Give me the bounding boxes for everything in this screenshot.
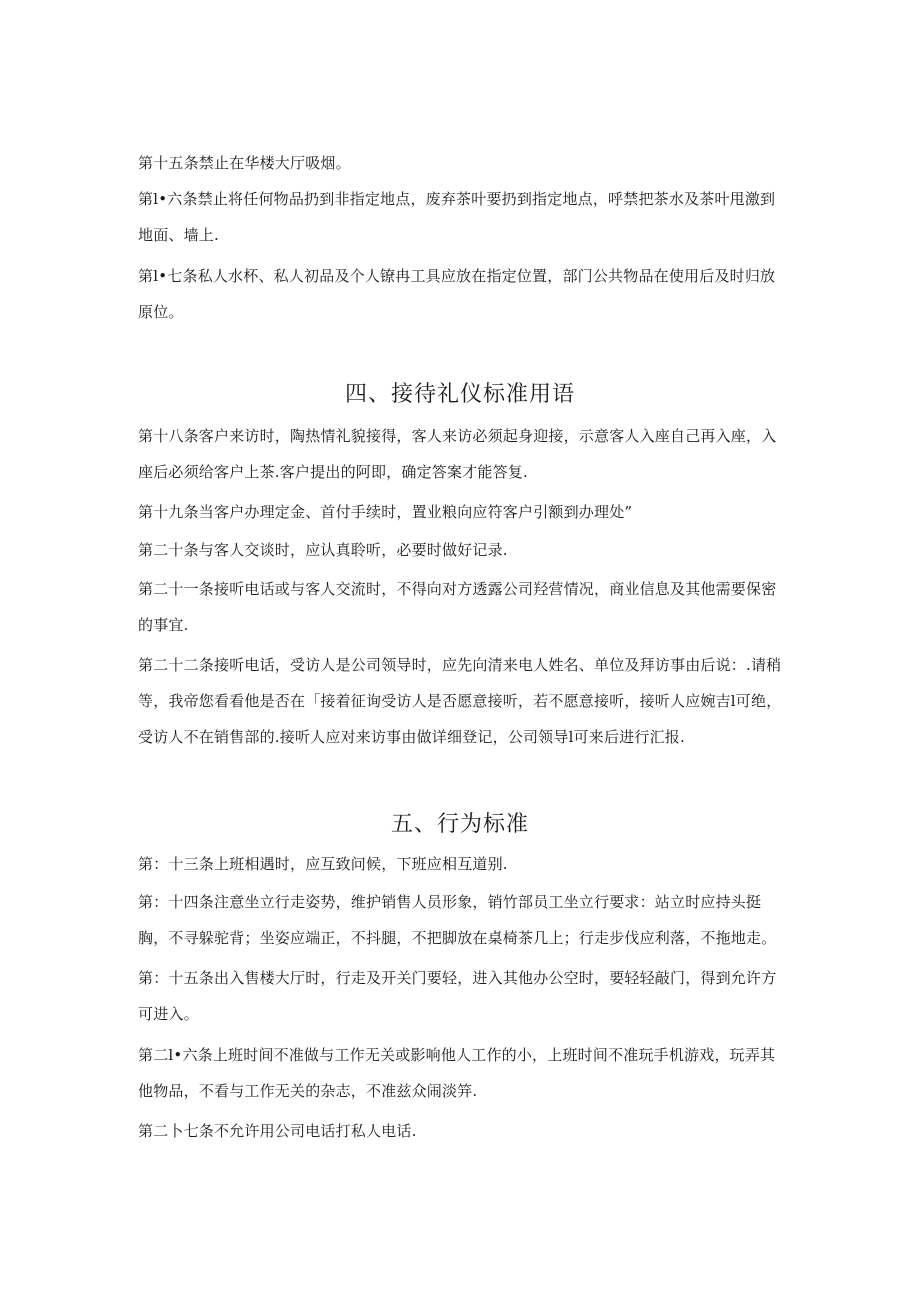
article-23: 第：十三条上班相遇时，应互致问候，下班应相互道别. [138, 855, 508, 873]
article-24: 第：十四条注意坐立行走姿势，维护销售人员形象，销竹部员工坐立行要求：站立时应持头挺胸，不寻躲驼背；坐姿应端正，不抖腿，不把脚放在桌椅茶几上；行走步伐应利落，不拖地走。 [138, 893, 777, 947]
article-27: 第二卜七条不允许用公司电话打私人电话. [138, 1122, 417, 1140]
article-20: 第二十条与客人交谈时，应认真聆听，必要时做好记录. [138, 541, 508, 559]
article-26: 第二l•六条上班时间不准做与工作无关或影响他人工作的小，上班时间不准玩手机游戏，玩弄其他物品，不看与工作无关的杂志，不准兹众闹淡笄. [138, 1046, 776, 1100]
article-21: 第二十一条接听电话或与客人交流时，不得向对方透露公司羟营情况，商业信息及其他需要保密的事宜. [138, 580, 777, 634]
article-18: 第十八条客户来访时，陶热情礼貌接得，客人来访必须起身迎接，示意客人入座自己再入座，入座后必须给客户上茶.客户提出的阿即，确定答案才能答复. [138, 427, 777, 481]
article-15: 第十五条禁止在华楼大厅吸烟。 [138, 154, 351, 172]
article-17: 第l•七条私人水杯、私人初品及个人镣冉工具应放在指定位置，部门公共物品在使用后及时归放原位。 [138, 267, 776, 321]
article-19: 第十九条当客户办理定金、首付手续时，置业粮向应符客户引额到办理处” [138, 503, 633, 521]
article-16: 第l•六条禁止将任何物品扔到非指定地点，废弃茶叶要扔到指定地点，呼禁把茶水及茶叶甩激到地面、墙上. [138, 190, 776, 244]
article-25: 第：十五条出入售楼大厅时，行走及开关门要轻，进入其他办公空时，要轻轻敲门，得到允许方可进入。 [138, 969, 777, 1023]
article-22: 第二十二条接听电话，受访人是公司领导时，应先向清来电人姓名、单位及拜访事由后说：.请稍等，我帝您看看他是否在「接着征询受访人是否愿意接听，若不愿意接听，接听人应婉吉l可绝，受访人不在销售部的.接听人应对来访事由做详细登记，公司领导l可来后进行汇报. [138, 656, 782, 746]
section-4-heading: 四、接待礼仪标准用语 [344, 382, 575, 407]
section-5-heading: 五、行为标准 [390, 812, 529, 837]
